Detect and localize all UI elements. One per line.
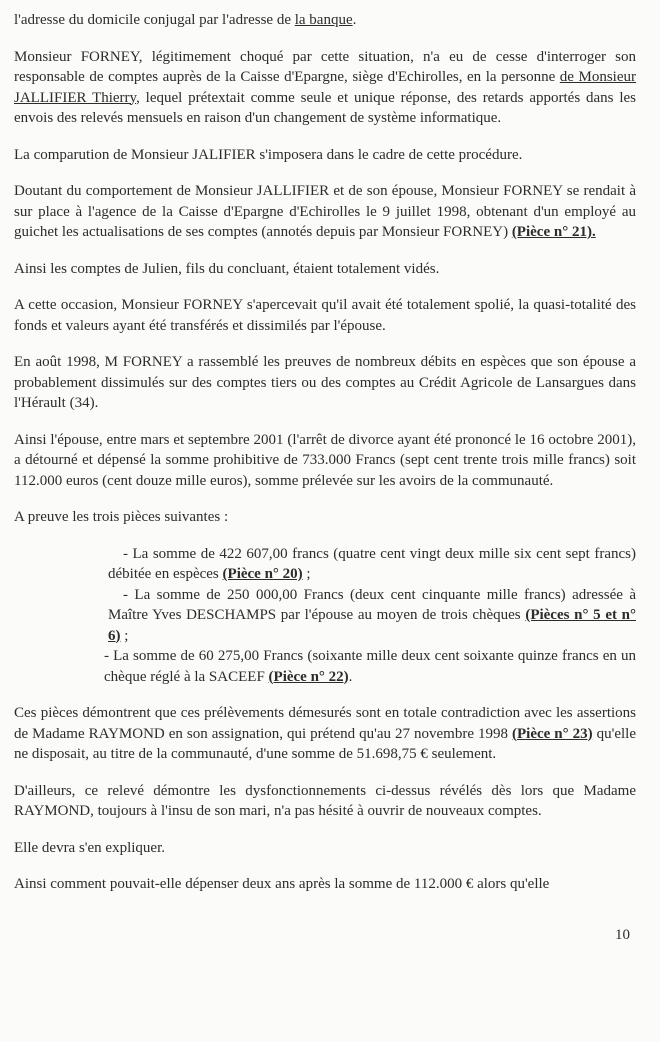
- text-run: Ainsi les comptes de Julien, fils du concluant, étaient totalement vidés.: [14, 260, 440, 277]
- text-run: D'ailleurs, ce relevé démontre les dysfonctionnements ci-dessus révélés dès lors que Madame RAYMOND, toujours à l'insu de son mari, n'a pas hésité à ouvrir de nouveaux comptes.: [14, 782, 636, 819]
- underlined-text: la banque: [294, 12, 353, 28]
- paragraph-spent-sum: [14, 430, 636, 492]
- paragraph-spoliation: [14, 295, 636, 336]
- paragraph-august-1998: [14, 352, 636, 414]
- paragraph-comparution: [14, 145, 636, 166]
- paragraph-intro-fragment: [14, 10, 636, 31]
- text-run: , lequel prétextait comme seule et unique réponse, des retards apportés dans les envois des relevés mensuels en raison d'un changement de système informatique.: [14, 89, 636, 126]
- text-run: ;: [120, 627, 129, 644]
- exhibit-reference: (Pièce n° 23): [512, 725, 593, 742]
- paragraph-final-question: [14, 874, 636, 895]
- text-run: - La somme de 422 607,00 francs (quatre cent vingt deux mille six cent sept francs) débitée en espèces: [108, 545, 636, 582]
- text-run: La comparution de Monsieur JALIFIER s'imposera dans le cadre de cette procédure.: [14, 146, 523, 163]
- paragraph-contradiction: [14, 703, 636, 765]
- exhibit-list: [104, 544, 636, 688]
- exhibit-reference: (Pièces n° 5 et n° 6): [108, 607, 636, 644]
- text-run: .: [348, 668, 353, 685]
- text-run: qu'elle ne disposait, au titre de la communauté, d'une somme de 51.698,75 € seulement.: [14, 725, 636, 762]
- text-run: - La somme de 60 275,00 Francs (soixante mille deux cent soixante quinze francs en un chèque réglé à la SACEEF: [104, 648, 636, 685]
- text-run: Ces pièces démontrent que ces prélèvements démesurés sont en totale contradiction avec les assertions de Madame RAYMOND en son assignation, qui prétend qu'au 27 novembre 1998: [14, 705, 636, 742]
- exhibit-reference: (Pièce n° 21).: [511, 224, 596, 240]
- text-run: En août 1998, M FORNEY a rassemblé les preuves de nombreux débits en espèces que son épouse a probablement dissimulés sur des comptes tiers ou des comptes au Crédit Agricole de Lansargues dans l'Hérault (34).: [14, 354, 636, 411]
- exhibit-reference: (Pièce n° 22): [268, 668, 349, 685]
- text-run: Doutant du comportement de Monsieur JALLIFIER et de son épouse, Monsieur FORNEY se rendait à sur place à l'agence de la Caisse d'Epargne d'Echirolles le 9 juillet 1998, obtenant d'un employé au guichet les actualisations de ses comptes (annotés depuis par Monsieur FORNEY): [14, 183, 636, 240]
- text-run: l'adresse du domicile conjugal par l'adresse de: [14, 12, 295, 28]
- text-run: A preuve les trois pièces suivantes :: [14, 509, 229, 525]
- text-run: Ainsi comment pouvait-elle dépenser deux ans après la somme de 112.000 € alors qu'elle: [14, 876, 550, 892]
- text-run: Elle devra s'en expliquer.: [14, 839, 165, 856]
- underlined-name: de Monsieur JALLIFIER Thierry: [14, 69, 637, 106]
- text-run: ;: [302, 566, 311, 582]
- text-run: Ainsi l'épouse, entre mars et septembre 2001 (l'arrêt de divorce ayant été prononcé le 16 octobre 2001), a détourné et dépensé la somme prohibitive de 733.000 Francs (sept cent trente trois mille francs) soit 112.000 euros (cent douze mille euros), somme prélevée sur les avoirs de la communauté.: [14, 431, 636, 489]
- exhibit-reference: (Pièce n° 20): [222, 566, 303, 582]
- text-run: Monsieur FORNEY, légitimement choqué par cette situation, n'a eu de cesse d'interroger son responsable de comptes auprès de la Caisse d'Epargne, siège d'Echirolles, en la personne: [14, 48, 636, 85]
- exhibit-list-item-3: [104, 646, 636, 687]
- exhibit-list-item-1: [108, 544, 636, 585]
- paragraph-julien-accounts: [14, 259, 636, 280]
- page-number: 10: [615, 926, 630, 943]
- exhibit-list-item-2: [108, 585, 636, 647]
- paragraph-three-exhibits-intro: [14, 507, 636, 528]
- text-run: - La somme de 250 000,00 Francs (deux cent cinquante mille francs) adressée à Maître Yves DESCHAMPS par l'épouse au moyen de trois chèques: [108, 586, 636, 623]
- paragraph-dysfonctionnements: [14, 781, 636, 822]
- paragraph-explanation: [14, 838, 636, 859]
- text-run: .: [352, 12, 357, 28]
- paragraph-agency-visit: [14, 181, 636, 243]
- text-run: A cette occasion, Monsieur FORNEY s'apercevait qu'il avait été totalement spolié, la quasi-totalité des fonds et valeurs ayant été transférés et dissimilés par l'épouse.: [14, 297, 636, 334]
- paragraph-forney-complaint: [14, 47, 636, 129]
